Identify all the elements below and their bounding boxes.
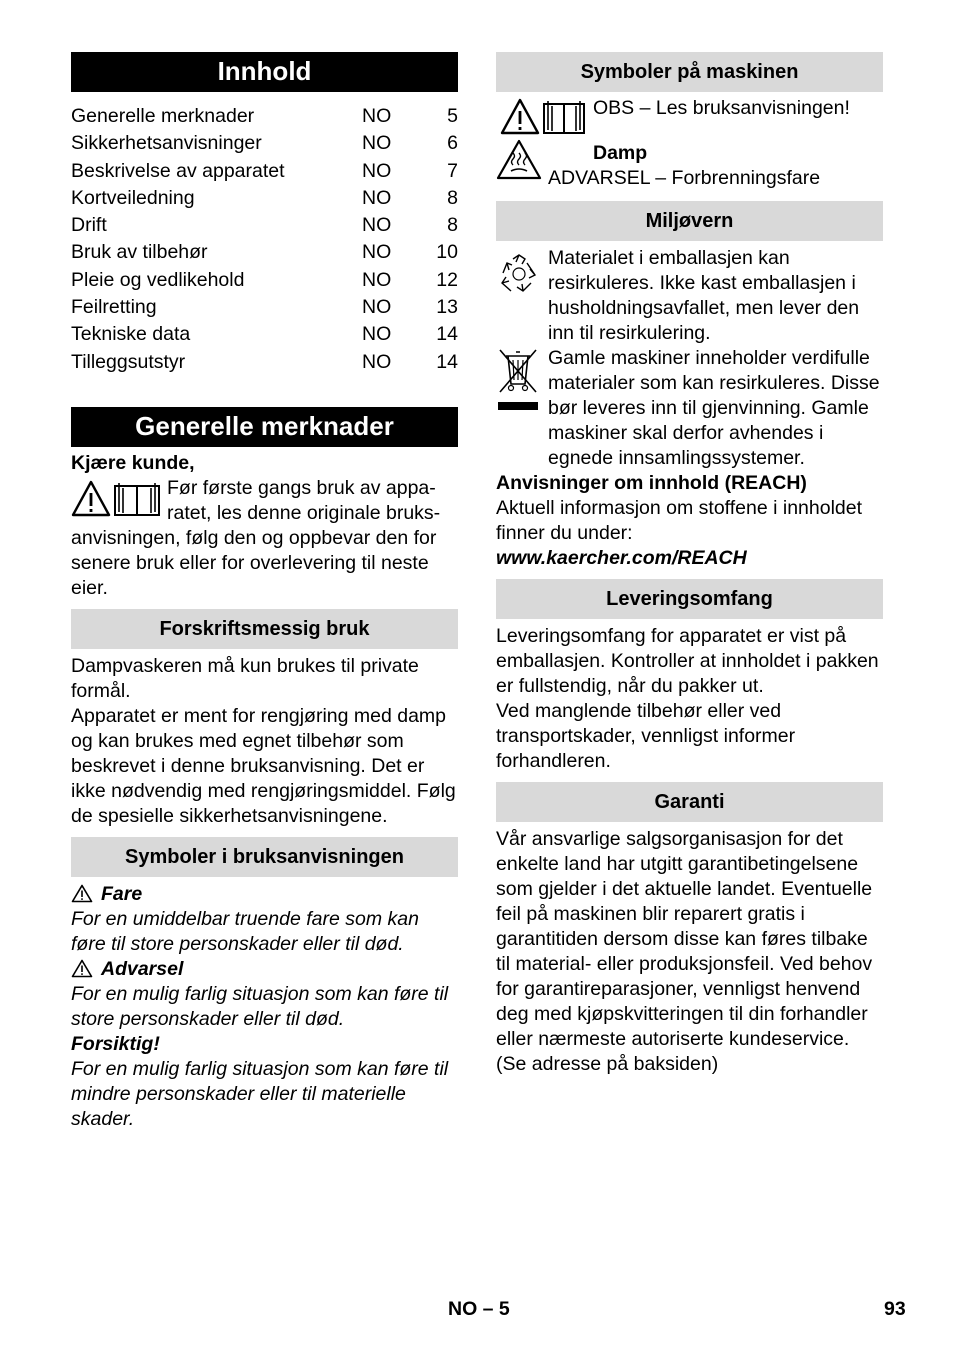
- toc-row[interactable]: [71, 212, 458, 239]
- left-column: [71, 52, 458, 1132]
- toc-title: Sikkerhetsanvisninger: [71, 132, 262, 155]
- toc-title: Generelle merknader: [71, 105, 255, 127]
- steam-label: Damp: [593, 142, 648, 164]
- greeting: Kjære kunde,: [71, 451, 195, 474]
- toc-lang: NO: [362, 105, 392, 127]
- reach-link[interactable]: www.kaercher.com/REACH: [496, 547, 747, 569]
- toc-row[interactable]: [71, 130, 458, 157]
- general-intro-line1: Før første gangs bruk av appa-: [167, 476, 436, 499]
- caution-text: For en mulig farlig situasjon som kan føre til mindre personskader eller til materielle skader.: [71, 1057, 449, 1130]
- toc-title: Drift: [71, 214, 107, 237]
- toc-page: 14: [436, 350, 458, 373]
- toc-heading: Innhold: [71, 52, 458, 92]
- toc-row[interactable]: [71, 294, 458, 321]
- warning-text: For en mulig farlig situasjon som kan føre til store personskader eller til død.: [71, 982, 449, 1030]
- danger-label: Fare: [101, 882, 143, 905]
- toc-row[interactable]: [71, 349, 458, 376]
- toc-lang: NO: [362, 159, 392, 182]
- obs-text: OBS – Les bruksanvisningen!: [593, 97, 850, 119]
- warranty-p1: Vår ansvarlige salgsorganisasjon for det enkelte land har utgitt garantibetingelsene som gjelder i det aktuelle landet. Eventuelle feil på maskinen blir reparert gratis i garantitiden dersom disse kan føres tilbake til material- eller produksjonsfeil. Ved behov for garantireparasjoner, vennligst henvend deg med kjøpskvitteringen til din forhandler eller nærmeste autoriserte kundeservice. (Se adresse på baksiden): [496, 828, 873, 1075]
- warning-book-icon: [500, 98, 586, 136]
- danger-label-row: [71, 882, 458, 907]
- crossed-bin-icon: [496, 346, 540, 416]
- right-column: [496, 52, 883, 1077]
- toc-page: 7: [447, 159, 458, 182]
- intended-use-p1: Dampvaskeren må kun brukes til private formål.: [71, 654, 419, 702]
- general-heading: Generelle merknader: [71, 407, 458, 447]
- symbols-manual-heading: Symboler i bruksanvisningen: [71, 837, 458, 877]
- toc-lang: NO: [362, 186, 392, 209]
- toc-title: Kortveiledning: [71, 186, 195, 209]
- toc-title: Feilretting: [71, 296, 157, 319]
- toc-page: 13: [436, 296, 458, 319]
- delivery-p1: Leveringsomfang for apparatet er vist på emballasjen. Kontroller at innholdet i pakken er fullstendig, når du pakker ut.: [496, 625, 879, 697]
- toc-page: 6: [447, 132, 458, 155]
- toc-row[interactable]: [71, 158, 458, 185]
- weee-text: Gamle maskiner inneholder verdifulle materialer som kan resirkuleres. Disse bør leveres inn til gjenvinning. Gamle maskiner skal derfor avhendes i egnede innsamlingssystemer.: [548, 347, 880, 469]
- warning-label: Advarsel: [101, 957, 184, 980]
- general-intro-rest: anvisningen, følg den og oppbevar den for senere bruk eller for overlevering til neste eier.: [71, 526, 437, 599]
- toc-list: [71, 103, 458, 376]
- warranty-heading: Garanti: [496, 782, 883, 822]
- steam-warning-icon: [496, 139, 542, 181]
- intended-use-heading: Forskriftsmessig bruk: [71, 609, 458, 649]
- weee-row: [496, 346, 883, 471]
- warning-label-row: [71, 957, 458, 982]
- symbols-machine-heading: Symboler på maskinen: [496, 52, 883, 92]
- environment-heading: Miljøvern: [496, 201, 883, 241]
- toc-title: Tilleggsutstyr: [71, 350, 186, 373]
- toc-row[interactable]: [71, 267, 458, 294]
- toc-title: Tekniske data: [71, 323, 191, 346]
- danger-text: For en umiddelbar truende fare som kan føre til store personskader eller til død.: [71, 907, 419, 955]
- toc-row[interactable]: [71, 185, 458, 212]
- toc-row[interactable]: [71, 239, 458, 266]
- general-intro-line2: ratet, les denne originale bruks-: [167, 501, 441, 524]
- general-intro: [71, 476, 458, 601]
- toc-title: Beskrivelse av apparatet: [71, 159, 285, 182]
- toc-page: 12: [436, 268, 458, 291]
- intended-use-p2: Apparatet er ment for rengjøring med damp og kan brukes med egnet tilbehør som beskrevet i denne bruksanvisning. Det er ikke nødvendig med rengjøringsmiddel. Følg de spesielle sikkerhetsanvisningene.: [71, 704, 456, 827]
- toc-lang: NO: [362, 132, 392, 155]
- recycle-row: [496, 246, 883, 346]
- steam-text: ADVARSEL – Forbrenningsfare: [548, 167, 821, 189]
- toc-page: 10: [436, 241, 458, 264]
- warning-book-icon: [71, 480, 161, 518]
- warning-triangle-icon: [71, 884, 93, 903]
- toc-page: 14: [436, 323, 458, 346]
- caution-label: Forsiktig!: [71, 1032, 160, 1055]
- toc-title: Pleie og vedlikehold: [71, 268, 245, 291]
- obs-row: [496, 92, 883, 136]
- toc-page: 5: [447, 105, 458, 127]
- reach-text: Aktuell informasjon om stoffene i innholdet finner du under:: [496, 497, 863, 544]
- recycle-text: Materialet i emballasjen kan resirkuleres. Ikke kast emballasjen i husholdningsavfallet, men lever den inn til resirkulering.: [548, 247, 860, 344]
- footer-page-number: 93: [884, 1298, 906, 1320]
- recycle-icon: [497, 253, 541, 295]
- delivery-heading: Leveringsomfang: [496, 579, 883, 619]
- toc-title: Bruk av tilbehør: [71, 241, 208, 264]
- toc-lang: NO: [362, 350, 392, 373]
- toc-lang: NO: [362, 241, 392, 264]
- toc-lang: NO: [362, 268, 392, 291]
- toc-row[interactable]: [71, 321, 458, 348]
- toc-row[interactable]: [71, 103, 458, 130]
- reach-heading: Anvisninger om innhold (REACH): [496, 472, 807, 494]
- warning-triangle-icon: [71, 959, 93, 978]
- toc-lang: NO: [362, 296, 392, 319]
- steam-row: [496, 136, 883, 192]
- toc-page: 8: [447, 186, 458, 209]
- toc-lang: NO: [362, 323, 392, 346]
- toc-lang: NO: [362, 214, 392, 237]
- footer-section: NO – 5: [448, 1298, 510, 1320]
- toc-page: 8: [447, 214, 458, 237]
- delivery-p2: Ved manglende tilbehør eller ved transportskader, vennligst informer forhandleren.: [496, 700, 796, 772]
